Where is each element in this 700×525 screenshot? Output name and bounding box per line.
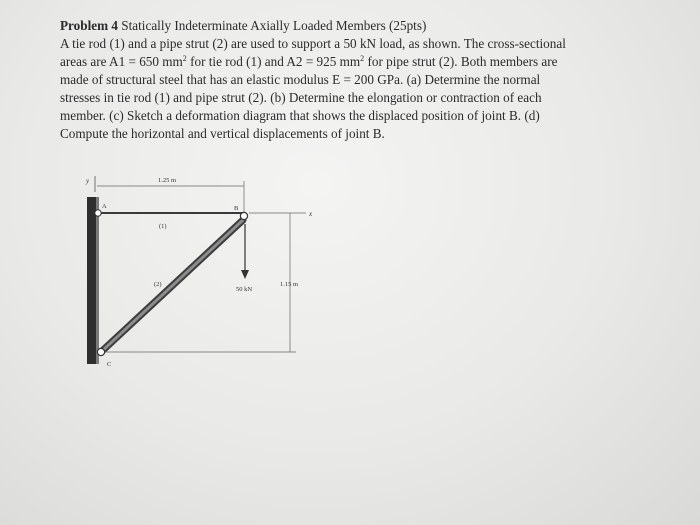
wall-face bbox=[96, 197, 99, 364]
pin-c bbox=[97, 348, 104, 355]
area-a2-exponent: 2 bbox=[360, 54, 365, 63]
area-a1-text: areas are A1 = 650 mm bbox=[60, 54, 183, 69]
load-label: 50 kN bbox=[236, 286, 253, 293]
x-axis-label: x bbox=[309, 210, 313, 218]
problem-title: Statically Indeterminate Axially Loaded Members (25pts) bbox=[121, 18, 427, 33]
problem-number: Problem 4 bbox=[60, 18, 118, 33]
load-arrow-head bbox=[241, 270, 249, 279]
problem-line-7: Compute the horizontal and vertical displacements of joint B. bbox=[60, 126, 385, 141]
pipe-strut-2-inner bbox=[101, 220, 243, 352]
y-axis-label: y bbox=[86, 177, 90, 185]
label-point-a: A bbox=[102, 203, 107, 210]
height-dimension-label: 1.15 m bbox=[280, 281, 299, 288]
wall-support bbox=[87, 197, 96, 364]
pin-b bbox=[240, 212, 247, 219]
problem-line-6: member. (c) Sketch a deformation diagram that shows the displaced position of joint B. (d) bbox=[60, 108, 540, 123]
area-a1-exponent: 2 bbox=[182, 54, 187, 63]
area-a2-text: for tie rod (1) and A2 = 925 mm bbox=[186, 54, 361, 69]
label-point-b: B bbox=[234, 205, 239, 212]
area-line-tail: for pipe strut (2). Both members are bbox=[364, 54, 558, 69]
label-point-c: C bbox=[107, 361, 112, 368]
width-dimension-label: 1.25 m bbox=[158, 177, 177, 184]
pin-a bbox=[95, 210, 101, 216]
label-member-2: (2) bbox=[154, 281, 162, 288]
problem-line-4: made of structural steel that has an elastic modulus E = 200 GPa. (a) Determine the normal bbox=[60, 72, 541, 87]
label-member-1: (1) bbox=[159, 223, 167, 230]
problem-line-2: A tie rod (1) and a pipe strut (2) are used to support a 50 kN load, as shown. The cross-sectional bbox=[60, 36, 566, 51]
problem-line-5: stresses in tie rod (1) and pipe strut (2). (b) Determine the elongation or contraction of each bbox=[60, 90, 542, 105]
